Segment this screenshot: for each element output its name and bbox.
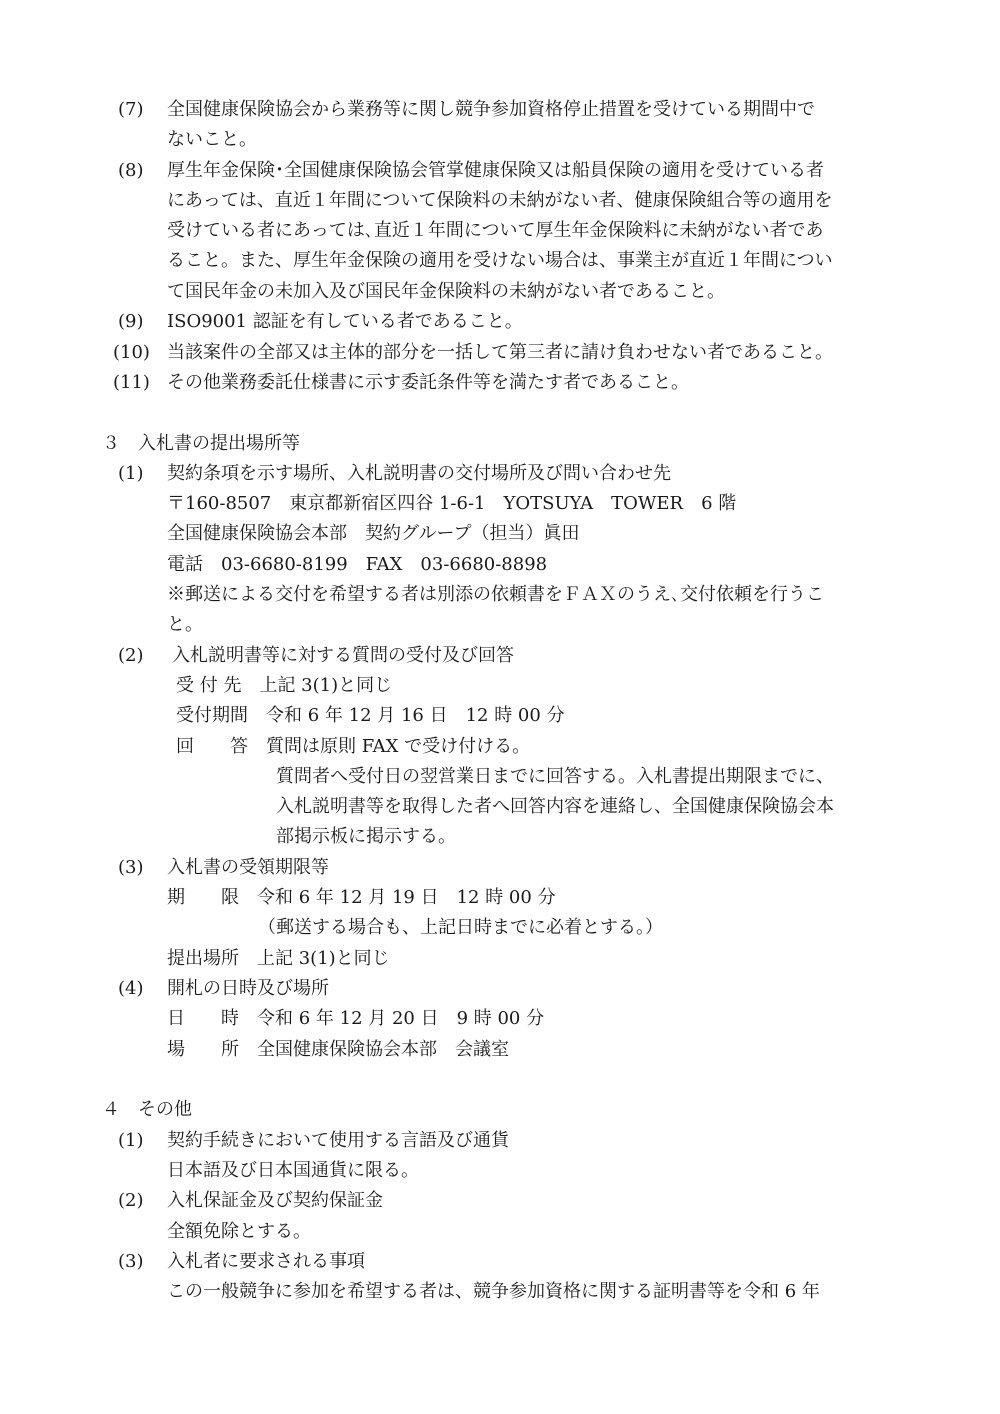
section-heading: ４ その他 <box>102 1099 192 1120</box>
item-number: (3) <box>118 1251 144 1272</box>
text-line: 入札説明書等を取得した者へ回答内容を連絡し、全国健康保険協会本 <box>276 796 834 817</box>
text-line: にあっては、直近１年間について保険料の未納がない者、健康保険組合等の適用を <box>167 190 833 211</box>
text-line: 回 答 質問は原則 FAX で受け付ける。 <box>176 736 531 757</box>
text-line: （郵送する場合も、上記日時までに必着とする。） <box>258 917 663 938</box>
text-line: 全額免除とする。 <box>167 1221 311 1242</box>
text-line: 日本語及び日本国通貨に限る。 <box>167 1160 419 1181</box>
item-number: (11) <box>113 372 150 393</box>
text-line: この一般競争に参加を希望する者は、競争参加資格に関する証明書等を令和 6 年 <box>167 1281 820 1302</box>
text-line: 入札者に要求される事項 <box>167 1251 365 1272</box>
text-line: 当該案件の全部又は主体的部分を一括して第三者に請け負わせない者であること。 <box>167 342 833 363</box>
text-line: 日 時 令和 6 年 12 月 20 日 9 時 00 分 <box>167 1008 545 1029</box>
text-line: 契約条項を示す場所、入札説明書の交付場所及び問い合わせ先 <box>167 463 671 484</box>
text-line: 受 付 先 上記 3(1)と同じ <box>176 675 393 696</box>
section-heading: ３ 入札書の提出場所等 <box>102 433 300 454</box>
text-line: 入札書の受領期限等 <box>167 857 329 878</box>
text-line: 期 限 令和 6 年 12 月 19 日 12 時 00 分 <box>167 887 556 908</box>
text-line: 提出場所 上記 3(1)と同じ <box>167 948 390 969</box>
text-line: 入札保証金及び契約保証金 <box>167 1190 383 1211</box>
text-line: 受付期間 令和 6 年 12 月 16 日 12 時 00 分 <box>176 705 565 726</box>
item-number: (2) <box>118 1190 144 1211</box>
text-line: 質問者へ受付日の翌営業日までに回答する。入札書提出期限までに、 <box>276 766 834 787</box>
item-number: (10) <box>113 342 150 363</box>
text-line: 場 所 全国健康保険協会本部 会議室 <box>167 1039 509 1060</box>
text-line: ること。また、厚生年金保険の適用を受けない場合は、事業主が直近１年間につい <box>167 250 833 271</box>
text-line: て国民年金の未加入及び国民年金保険料の未納がない者であること。 <box>167 281 725 302</box>
text-line: 契約手続きにおいて使用する言語及び通貨 <box>167 1130 509 1151</box>
item-number: (2) <box>118 645 144 666</box>
text-line: 入札説明書等に対する質問の受付及び回答 <box>172 645 514 666</box>
item-number: (9) <box>118 311 144 332</box>
text-line: その他業務委託仕様書に示す委託条件等を満たす者であること。 <box>167 372 689 393</box>
text-line: 全国健康保険協会本部 契約グループ（担当）眞田 <box>167 523 580 544</box>
text-line: と。 <box>167 614 203 635</box>
text-line: 部掲示板に掲示する。 <box>276 826 456 847</box>
text-line: 開札の日時及び場所 <box>167 978 329 999</box>
item-number: (3) <box>118 857 144 878</box>
text-line: 厚生年金保険･全国健康保険協会管掌健康保険又は船員保険の適用を受けている者 <box>167 160 824 181</box>
text-line: 受けている者にあっては､直近１年間について厚生年金保険料に未納がない者であ <box>167 220 824 241</box>
item-number: (8) <box>118 160 144 181</box>
text-line: 〒160-8507 東京都新宿区四谷 1-6-1 YOTSUYA TOWER 6 階 <box>167 493 737 514</box>
item-number: (1) <box>118 463 144 484</box>
text-line: ISO9001 認証を有している者であること。 <box>167 311 523 332</box>
text-line: 電話 03-6680-8199 FAX 03-6680-8898 <box>167 554 548 575</box>
item-number: (7) <box>118 99 144 120</box>
text-line: 全国健康保険協会から業務等に関し競争参加資格停止措置を受けている期間中で <box>167 99 815 120</box>
text-line: ないこと。 <box>167 129 257 150</box>
text-line: ※郵送による交付を希望する者は別添の依頼書をＦＡＸのうえ､交付依頼を行うこ <box>167 584 824 605</box>
item-number: (1) <box>118 1130 144 1151</box>
item-number: (4) <box>118 978 144 999</box>
